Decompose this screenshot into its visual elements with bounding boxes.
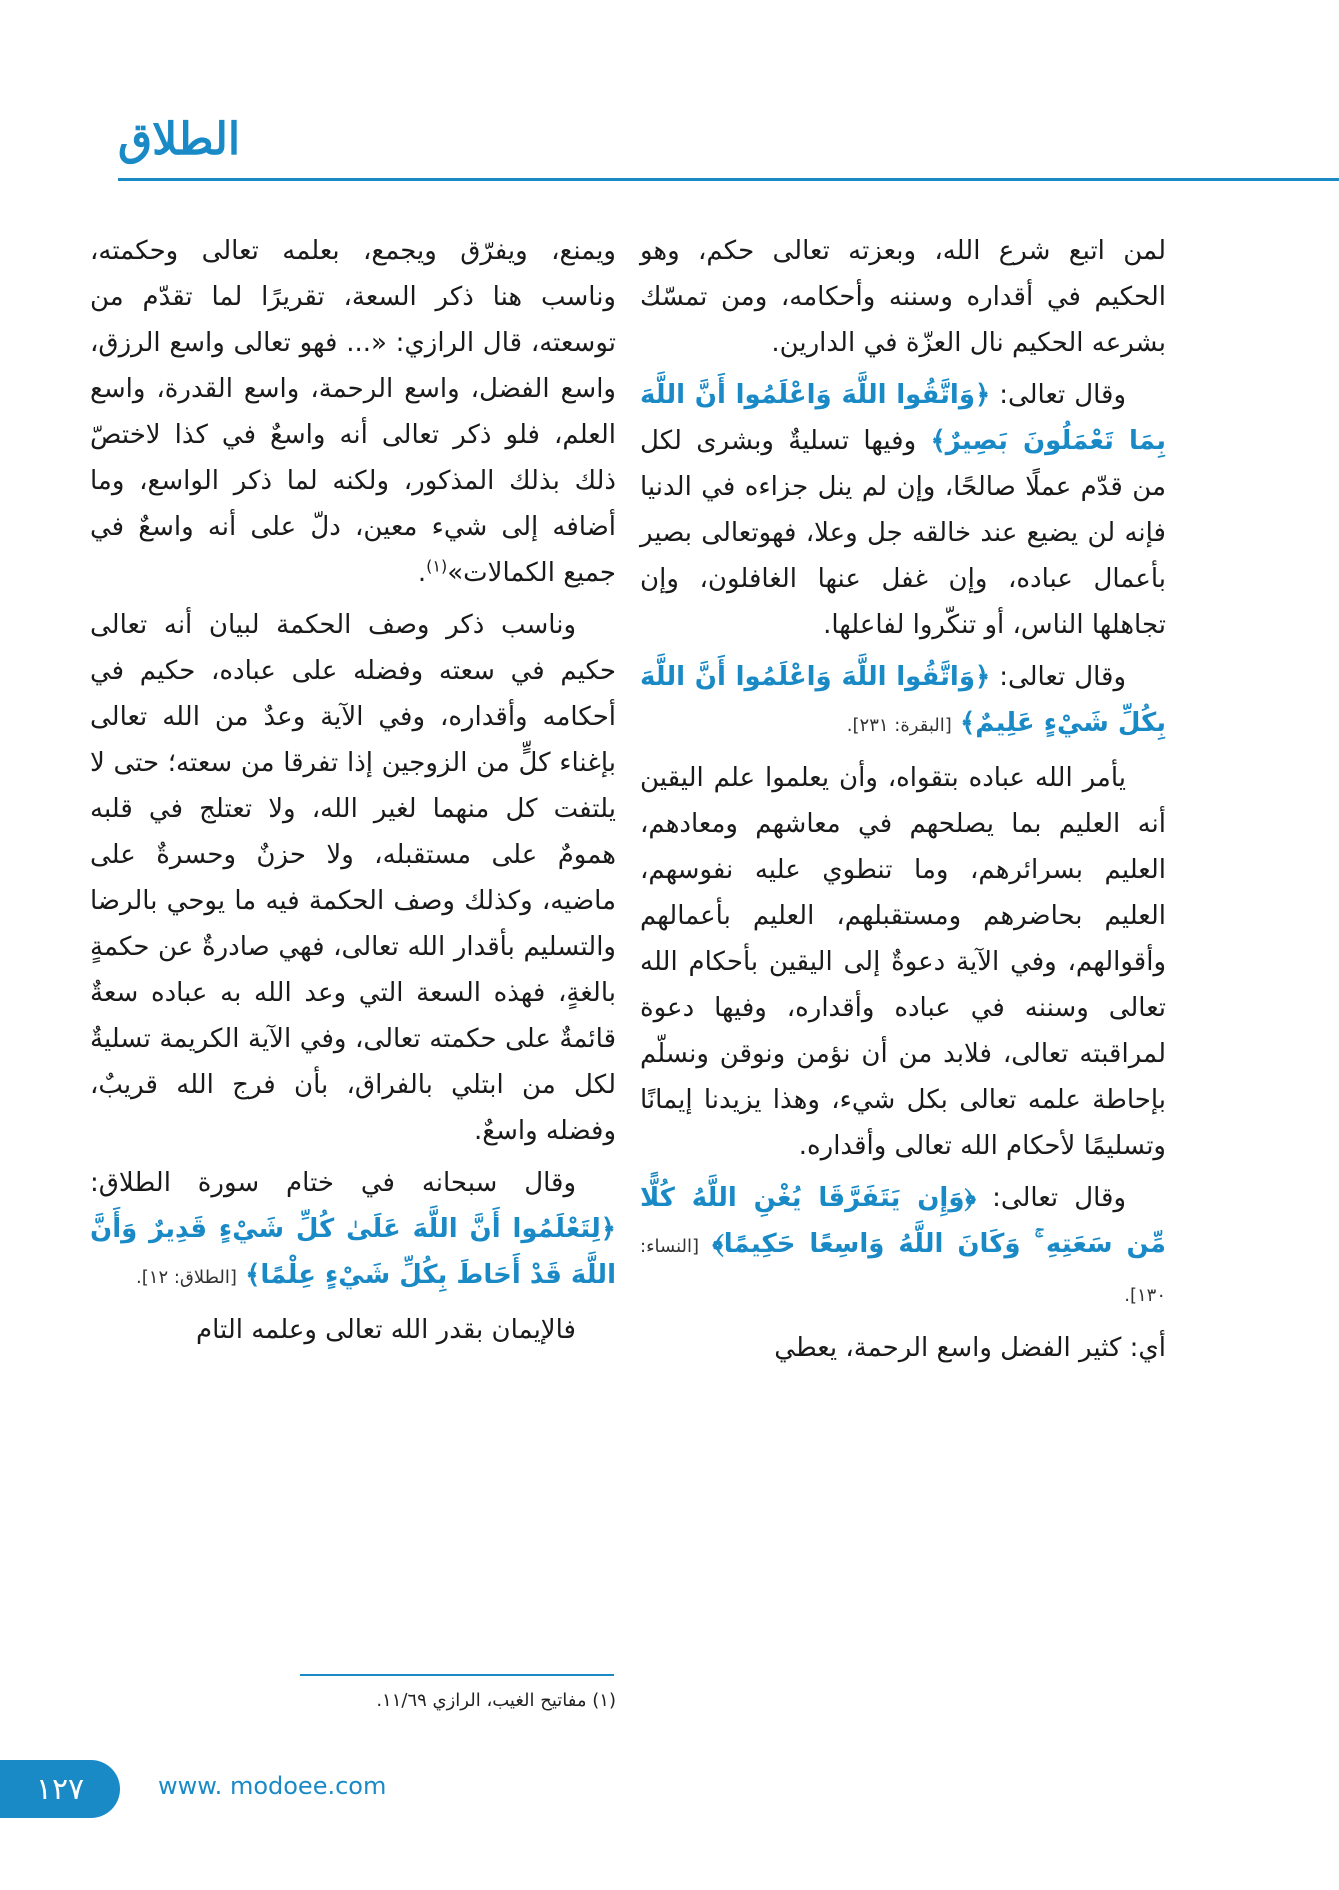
paragraph: ويمنع، ويفرّق ويجمع، بعلمه تعالى وحكمته، وناسب هنا ذكر السعة، تقريرًا لما تقدّم من توسعته، قال الرازي: «... فهو تعالى واسع الرزق، واسع الفضل، واسع الرحمة، واسع القدرة، واسع العلم، فلو ذكر تعالى أنه واسعٌ في كذا لاختصّ ذلك بذلك المذكور، ولكنه لما ذكر الواسع، وما أضافه إلى شيء معين، دلّ على أنه واسعٌ في جميع الكمالات»$^{(١)}$.: [90, 236, 616, 588]
verse-reference: [البقرة: ٢٣١].: [846, 715, 952, 736]
page-number: ١٢٧: [0, 1760, 120, 1818]
website-link[interactable]: www. modoee.com: [158, 1772, 387, 1800]
right-column: [640, 228, 1166, 1377]
paragraph: وقال تعالى: ﴿وَاتَّقُوا اللَّهَ وَاعْلَمُوا أَنَّ اللَّهَ بِمَا تَعْمَلُونَ بَصِيرٌ﴾ وفيها تسليةٌ وبشرى لكل من قدّم عملًا صالحًا، وإن لم ينل جزاءه في الدنيا فإنه لن يضيع عند خالقه جل وعلا، فهوتعالى بصير بأعمال عباده، وإن غفل عنها الغافلون، وإن تجاهلها الناس، أو تنكّروا لفاعلها.: [640, 380, 1166, 640]
page-title: الطلاق: [118, 114, 241, 165]
paragraph: وقال تعالى: ﴿وَاتَّقُوا اللَّهَ وَاعْلَمُوا أَنَّ اللَّهَ بِكُلِّ شَيْءٍ عَلِيمٌ﴾ [البقرة: ٢٣١].: [640, 662, 1166, 738]
paragraph: لمن اتبع شرع الله، وبعزته تعالى حكم، وهو الحكيم في أقداره وسننه وأحكامه، ومن تمسّك بشرعه الحكيم نال العزّة في الدارين.: [640, 236, 1166, 358]
left-column: [90, 228, 616, 1359]
quran-verse: ﴿وَإِن يَتَفَرَّقَا يُغْنِ اللَّهُ كُلًّا مِّن سَعَتِهِ ۚ وَكَانَ اللَّهُ وَاسِعًا حَكِيمًا﴾: [640, 1183, 1167, 1259]
quran-verse: ﴿لِتَعْلَمُوا أَنَّ اللَّهَ عَلَىٰ كُلِّ شَيْءٍ قَدِيرٌ وَأَنَّ اللَّهَ قَدْ أَحَاطَ بِكُلِّ شَيْءٍ عِلْمًا﴾: [90, 1214, 616, 1290]
quran-verse: ﴿وَاتَّقُوا اللَّهَ وَاعْلَمُوا أَنَّ اللَّهَ بِكُلِّ شَيْءٍ عَلِيمٌ﴾: [640, 662, 1166, 738]
verse-reference: [الطلاق: ١٢].: [136, 1267, 237, 1288]
paragraph: وقال تعالى: ﴿وَإِن يَتَفَرَّقَا يُغْنِ اللَّهُ كُلًّا مِّن سَعَتِهِ ۚ وَكَانَ اللَّهُ وَاسِعًا حَكِيمًا﴾ [النساء: ١٣٠].: [640, 1183, 1167, 1306]
header-divider: [118, 178, 1339, 181]
footnote: (١) مفاتيح الغيب، الرازي ١١/٦٩.: [376, 1690, 616, 1711]
verse-reference: [النساء: ١٣٠].: [640, 1236, 1166, 1306]
paragraph: فالإيمان بقدر الله تعالى وعلمه التام: [195, 1315, 576, 1345]
footnote-marker: (١): [426, 556, 448, 576]
paragraph: وقال سبحانه في ختام سورة الطلاق: ﴿لِتَعْلَمُوا أَنَّ اللَّهَ عَلَىٰ كُلِّ شَيْءٍ قَدِيرٌ وَأَنَّ اللَّهَ قَدْ أَحَاطَ بِكُلِّ شَيْءٍ عِلْمًا﴾ [الطلاق: ١٢].: [90, 1168, 616, 1290]
paragraph: يأمر الله عباده بتقواه، وأن يعلموا علم اليقين أنه العليم بما يصلحهم في معاشهم ومعادهم، العليم بسرائرهم، وما تنطوي عليه نفوسهم، العليم بحاضرهم ومستقبلهم، العليم بأعمالهم وأقوالهم، وفي الآية دعوةٌ إلى اليقين بأحكام الله تعالى وسننه في عباده وأقداره، وفيها دعوة لمراقبته تعالى، فلابد من أن نؤمن ونوقن ونسلّم بإحاطة علمه تعالى بكل شيء، وهذا يزيدنا إيمانًا وتسليمًا لأحكام الله تعالى وأقداره.: [640, 763, 1166, 1161]
quran-verse: ﴿وَاتَّقُوا اللَّهَ وَاعْلَمُوا أَنَّ اللَّهَ بِمَا تَعْمَلُونَ بَصِيرٌ﴾: [640, 380, 1166, 456]
paragraph: وناسب ذكر وصف الحكمة لبيان أنه تعالى حكيم في سعته وفضله على عباده، حكيم في أحكامه وأقداره، وفي الآية وعدٌ من الله تعالى بإغناء كلٍّ من الزوجين إذا تفرقا من سعته؛ حتى لا يلتفت كل منهما لغير الله، ولا تعتلج في قلبه همومٌ على مستقبله، ولا حزنٌ وحسرةٌ على ماضيه، وكذلك وصف الحكمة فيه ما يوحي بالرضا والتسليم بأقدار الله تعالى، فهي صادرةٌ عن حكمةٍ بالغةٍ، فهذه السعة التي وعد الله به عباده سعةٌ قائمةٌ على حكمته تعالى، وفي الآية الكريمة تسليةٌ لكل من ابتلي بالفراق، بأن فرج الله قريبٌ، وفضله واسعٌ.: [90, 610, 616, 1146]
footnote-divider: [300, 1674, 614, 1676]
paragraph: أي: كثير الفضل واسع الرحمة، يعطي: [774, 1333, 1166, 1363]
